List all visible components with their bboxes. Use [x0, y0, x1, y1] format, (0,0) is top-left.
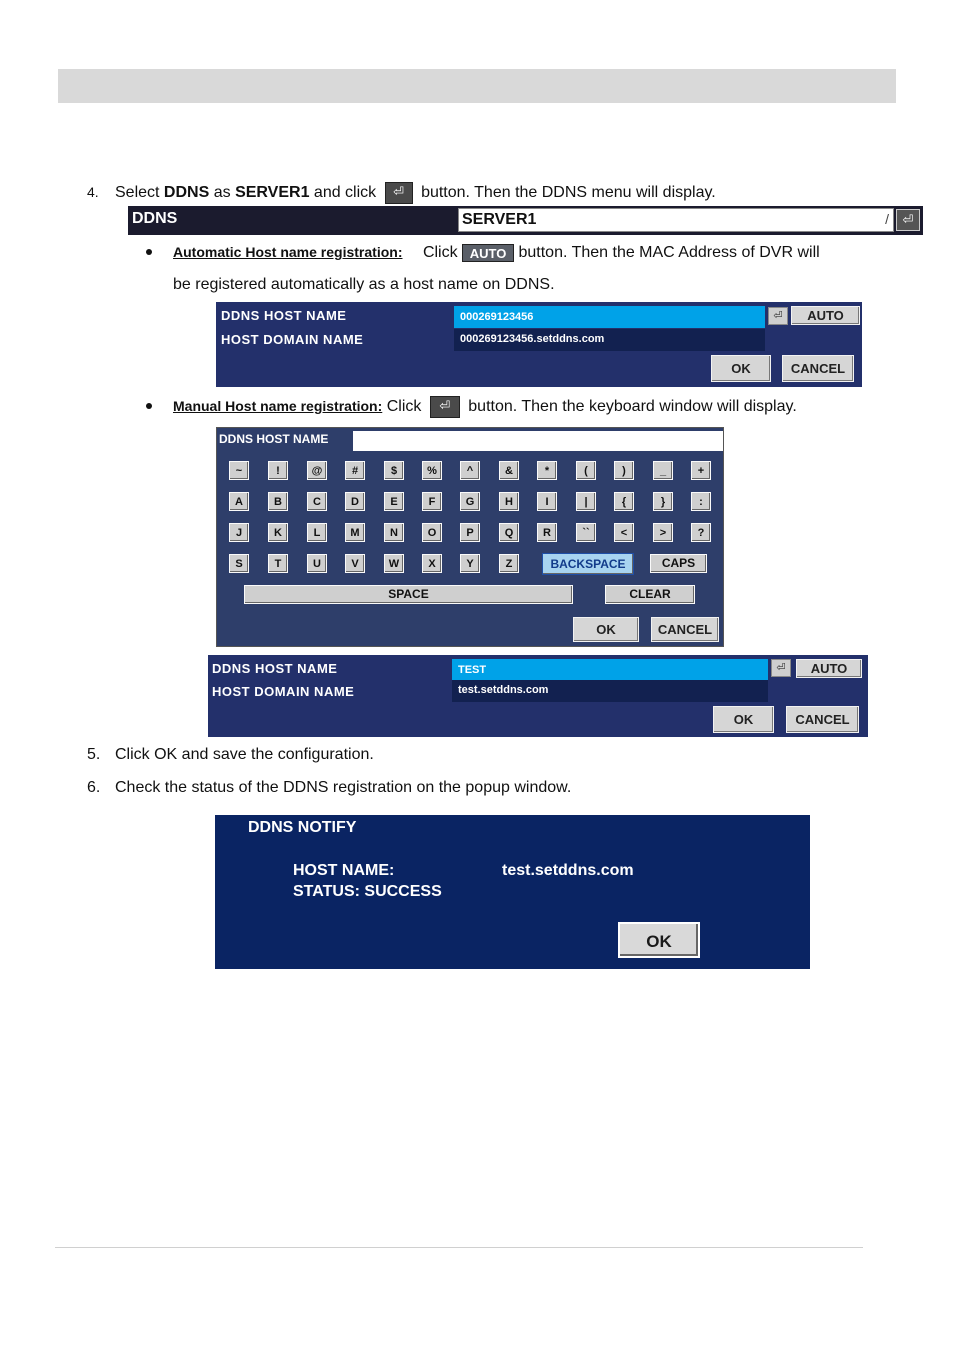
key[interactable]: P: [460, 523, 480, 542]
header-bar: [58, 69, 896, 103]
key[interactable]: A: [229, 492, 249, 511]
caret: /: [885, 211, 889, 227]
key[interactable]: }: [653, 492, 673, 511]
step-5-text: Click OK and save the configuration.: [115, 746, 374, 763]
key[interactable]: +: [691, 461, 711, 480]
ddns-server-bar: [128, 206, 923, 235]
enter-icon[interactable]: ⏎: [768, 307, 788, 325]
key[interactable]: R: [537, 523, 557, 542]
host-name-field[interactable]: TEST: [452, 659, 768, 680]
clear-key[interactable]: CLEAR: [605, 585, 695, 604]
space-key[interactable]: SPACE: [244, 585, 573, 604]
server-value: SERVER1: [462, 211, 537, 228]
key[interactable]: J: [229, 523, 249, 542]
domain-name-field: 000269123456.setddns.com: [454, 329, 765, 351]
auto-button[interactable]: AUTO: [796, 659, 862, 678]
key[interactable]: ^: [460, 461, 480, 480]
domain-name-field: test.setddns.com: [452, 680, 768, 702]
key[interactable]: ``: [576, 523, 596, 542]
key[interactable]: &: [499, 461, 519, 480]
key[interactable]: G: [460, 492, 480, 511]
ok-button[interactable]: OK: [573, 617, 639, 642]
key[interactable]: $: [384, 461, 404, 480]
cancel-button[interactable]: CANCEL: [782, 355, 854, 382]
key[interactable]: {: [614, 492, 634, 511]
key[interactable]: (: [576, 461, 596, 480]
step-6-text: Check the status of the DDNS registration on the popup window.: [115, 779, 572, 796]
keyboard-window: [216, 427, 724, 647]
key[interactable]: K: [268, 523, 288, 542]
key[interactable]: V: [345, 554, 365, 573]
key[interactable]: L: [307, 523, 327, 542]
caps-key[interactable]: CAPS: [650, 554, 707, 573]
key[interactable]: *: [537, 461, 557, 480]
key[interactable]: Y: [460, 554, 480, 573]
key[interactable]: F: [422, 492, 442, 511]
enter-icon[interactable]: ⏎: [896, 209, 920, 231]
key[interactable]: M: [345, 523, 365, 542]
key[interactable]: E: [384, 492, 404, 511]
key[interactable]: Z: [499, 554, 519, 573]
key[interactable]: %: [422, 461, 442, 480]
key[interactable]: ?: [691, 523, 711, 542]
bullet: [146, 249, 152, 255]
step-5-number: 5.: [87, 746, 101, 763]
backspace-key[interactable]: BACKSPACE: [542, 553, 634, 575]
key[interactable]: !: [268, 461, 288, 480]
key[interactable]: @: [307, 461, 327, 480]
bullet: [146, 403, 152, 409]
host-name-label: DDNS HOST NAME: [221, 308, 347, 323]
ok-button[interactable]: OK: [711, 355, 771, 382]
step-4-number: 4.: [87, 184, 99, 200]
host-name-field[interactable]: 000269123456: [454, 306, 765, 328]
keyboard-title: DDNS HOST NAME: [219, 432, 329, 446]
manual-bullet-text: Manual Host name registration: Click ⏎ button. Then the keyboard window will display.: [173, 396, 797, 418]
enter-icon: ⏎: [385, 182, 413, 204]
key[interactable]: Q: [499, 523, 519, 542]
key[interactable]: X: [422, 554, 442, 573]
enter-icon[interactable]: ⏎: [771, 659, 791, 677]
key[interactable]: C: [307, 492, 327, 511]
cancel-button[interactable]: CANCEL: [786, 706, 859, 733]
ddns-label: DDNS: [132, 210, 178, 227]
auto-button-inline: AUTO: [462, 244, 514, 262]
notify-host-value: test.setddns.com: [502, 862, 634, 879]
keyboard-input[interactable]: [353, 431, 723, 451]
key[interactable]: :: [691, 492, 711, 511]
notify-status: STATUS: SUCCESS: [293, 883, 442, 900]
key[interactable]: <: [614, 523, 634, 542]
key[interactable]: >: [653, 523, 673, 542]
key[interactable]: O: [422, 523, 442, 542]
auto-button[interactable]: AUTO: [791, 306, 860, 325]
host-name-label: DDNS HOST NAME: [212, 661, 338, 676]
key[interactable]: ): [614, 461, 634, 480]
notify-host-label: HOST NAME:: [293, 862, 395, 879]
notify-title: DDNS NOTIFY: [248, 819, 357, 836]
cancel-button[interactable]: CANCEL: [651, 617, 719, 642]
domain-name-label: HOST DOMAIN NAME: [212, 684, 355, 699]
key[interactable]: U: [307, 554, 327, 573]
key[interactable]: ~: [229, 461, 249, 480]
auto-bullet-text-2: be registered automatically as a host name on DDNS.: [173, 276, 555, 293]
key[interactable]: W: [384, 554, 404, 573]
key[interactable]: T: [268, 554, 288, 573]
domain-name-label: HOST DOMAIN NAME: [221, 332, 364, 347]
ddns-notify-popup: [215, 815, 810, 969]
key[interactable]: B: [268, 492, 288, 511]
key[interactable]: I: [537, 492, 557, 511]
step-4-text: Select DDNS as SERVER1 and click ⏎ button. Then the DDNS menu will display.: [115, 182, 716, 204]
key[interactable]: |: [576, 492, 596, 511]
step-6-number: 6.: [87, 779, 101, 796]
notify-ok-button[interactable]: OK: [618, 922, 700, 958]
key[interactable]: H: [499, 492, 519, 511]
ok-button[interactable]: OK: [713, 706, 774, 733]
server-select[interactable]: [458, 208, 894, 232]
key[interactable]: S: [229, 554, 249, 573]
auto-bullet-text: Automatic Host name registration: Click AUTO button. Then the MAC Address of DVR will: [173, 244, 820, 261]
footer-divider: [55, 1247, 863, 1248]
ddns-host-panel-manual: [208, 655, 868, 737]
ddns-host-panel-auto: [216, 302, 862, 387]
key[interactable]: _: [653, 461, 673, 480]
key[interactable]: #: [345, 461, 365, 480]
key[interactable]: D: [345, 492, 365, 511]
enter-icon: ⏎: [430, 396, 460, 418]
key[interactable]: N: [384, 523, 404, 542]
